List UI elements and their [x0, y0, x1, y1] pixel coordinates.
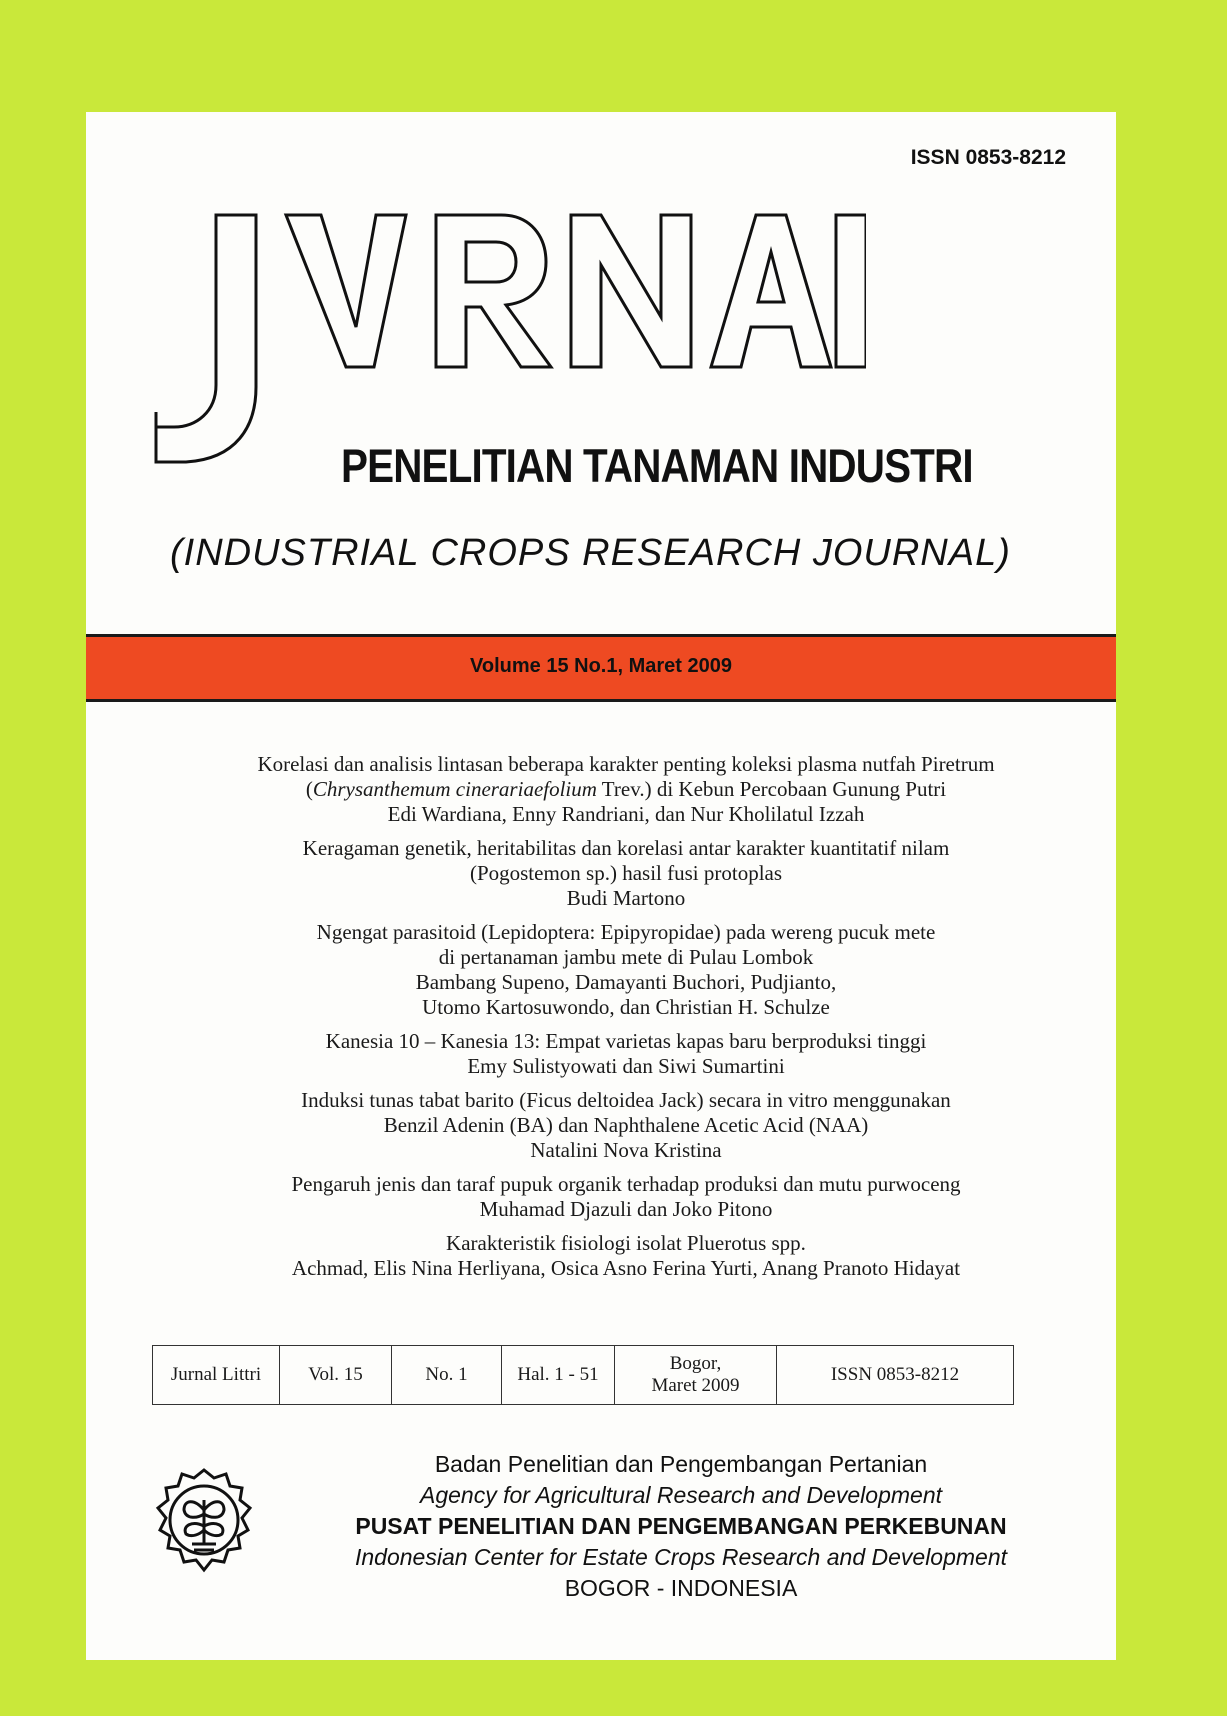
issue-label: Volume 15 No.1, Maret 2009: [470, 655, 732, 677]
publisher-location: BOGOR - INDONESIA: [564, 1575, 798, 1601]
article-7: [146, 1231, 1106, 1281]
publisher-line-4: Indonesian Center for Estate Crops Research and Development: [354, 1544, 1008, 1570]
article-title: Ngengat parasitoid (Lepidoptera: Epipyropidae) pada wereng pucuk mete: [316, 920, 936, 944]
publisher-block: [266, 1449, 1096, 1604]
article-4: [146, 1029, 1106, 1079]
article-authors: Bambang Supeno, Damayanti Buchori, Pudjianto,: [415, 970, 837, 994]
biblio-pages: Hal. 1 - 51: [502, 1346, 615, 1404]
article-authors: Achmad, Elis Nina Herliyana, Osica Asno Ferina Yurti, Anang Pranoto Hidayat: [291, 1256, 961, 1280]
article-authors: Utomo Kartosuwondo, dan Christian H. Schulze: [422, 995, 830, 1019]
issue-band: [86, 634, 1116, 702]
article-title: Benzil Adenin (BA) dan Naphthalene Acetic Acid (NAA): [383, 1113, 869, 1137]
biblio-journal: Jurnal Littri: [153, 1346, 280, 1404]
article-authors: Muhamad Djazuli dan Joko Pitono: [479, 1197, 773, 1221]
publisher-line-1: Badan Penelitian dan Pengembangan Pertanian: [434, 1451, 928, 1477]
article-authors: Edi Wardiana, Enny Randriani, dan Nur Kholilatul Izzah: [387, 802, 865, 826]
issn-top: ISSN 0853-8212: [910, 146, 1066, 169]
article-title: Keragaman genetik, heritabilitas dan korelasi antar karakter kuantitatif nilam: [302, 836, 950, 860]
article-5: [146, 1088, 1106, 1163]
article-2: [146, 836, 1106, 911]
article-title: di pertanaman jambu mete di Pulau Lombok: [438, 945, 814, 969]
article-title: (Chrysanthemum cinerariaefolium Trev.) di Kebun Percobaan Gunung Putri: [305, 777, 947, 801]
scientific-name: Chrysanthemum cinerariaefolium: [312, 777, 597, 801]
publisher-line-3: PUSAT PENELITIAN DAN PENGEMBANGAN PERKEBUNAN: [355, 1513, 1007, 1539]
journal-title-en: (INDUSTRIAL CROPS RESEARCH JOURNAL): [170, 532, 1011, 574]
jurnal-wordmark: [146, 197, 866, 477]
cover-page: [86, 112, 1116, 1660]
article-title: Induksi tunas tabat barito (Ficus deltoidea Jack) secara in vitro menggunakan: [301, 1088, 951, 1112]
article-title: Kanesia 10 – Kanesia 13: Empat varietas kapas baru berproduksi tinggi: [325, 1029, 927, 1053]
article-authors: Budi Martono: [566, 886, 686, 910]
article-authors: Emy Sulistyowati dan Siwi Sumartini: [467, 1054, 785, 1078]
article-title: Pengaruh jenis dan taraf pupuk organik terhadap produksi dan mutu purwoceng: [291, 1172, 961, 1196]
biblio-number: No. 1: [392, 1346, 502, 1404]
biblio-place-date: [615, 1346, 777, 1404]
article-title: Korelasi dan analisis lintasan beberapa karakter penting koleksi plasma nutfah Piretrum: [257, 752, 995, 776]
journal-title-id: PENELITIAN TANAMAN INDUSTRI: [341, 439, 973, 492]
biblio-place: Bogor,: [669, 1353, 722, 1374]
article-1: [146, 752, 1106, 827]
publisher-line-2: Agency for Agricultural Research and Development: [419, 1482, 943, 1508]
bibliographic-table: [152, 1345, 1014, 1405]
article-title: (Pogostemon sp.) hasil fusi protoplas: [469, 861, 783, 885]
article-3: [146, 920, 1106, 1020]
article-authors: Natalini Nova Kristina: [530, 1138, 722, 1162]
article-6: [146, 1172, 1106, 1222]
biblio-volume: Vol. 15: [280, 1346, 392, 1404]
table-of-contents: [146, 752, 1106, 1290]
agency-emblem-icon: [144, 1464, 264, 1584]
article-title: Karakteristik fisiologi isolat Pluerotus spp.: [446, 1231, 806, 1255]
biblio-issn: ISSN 0853-8212: [830, 1364, 960, 1385]
biblio-date: Maret 2009: [651, 1375, 740, 1396]
